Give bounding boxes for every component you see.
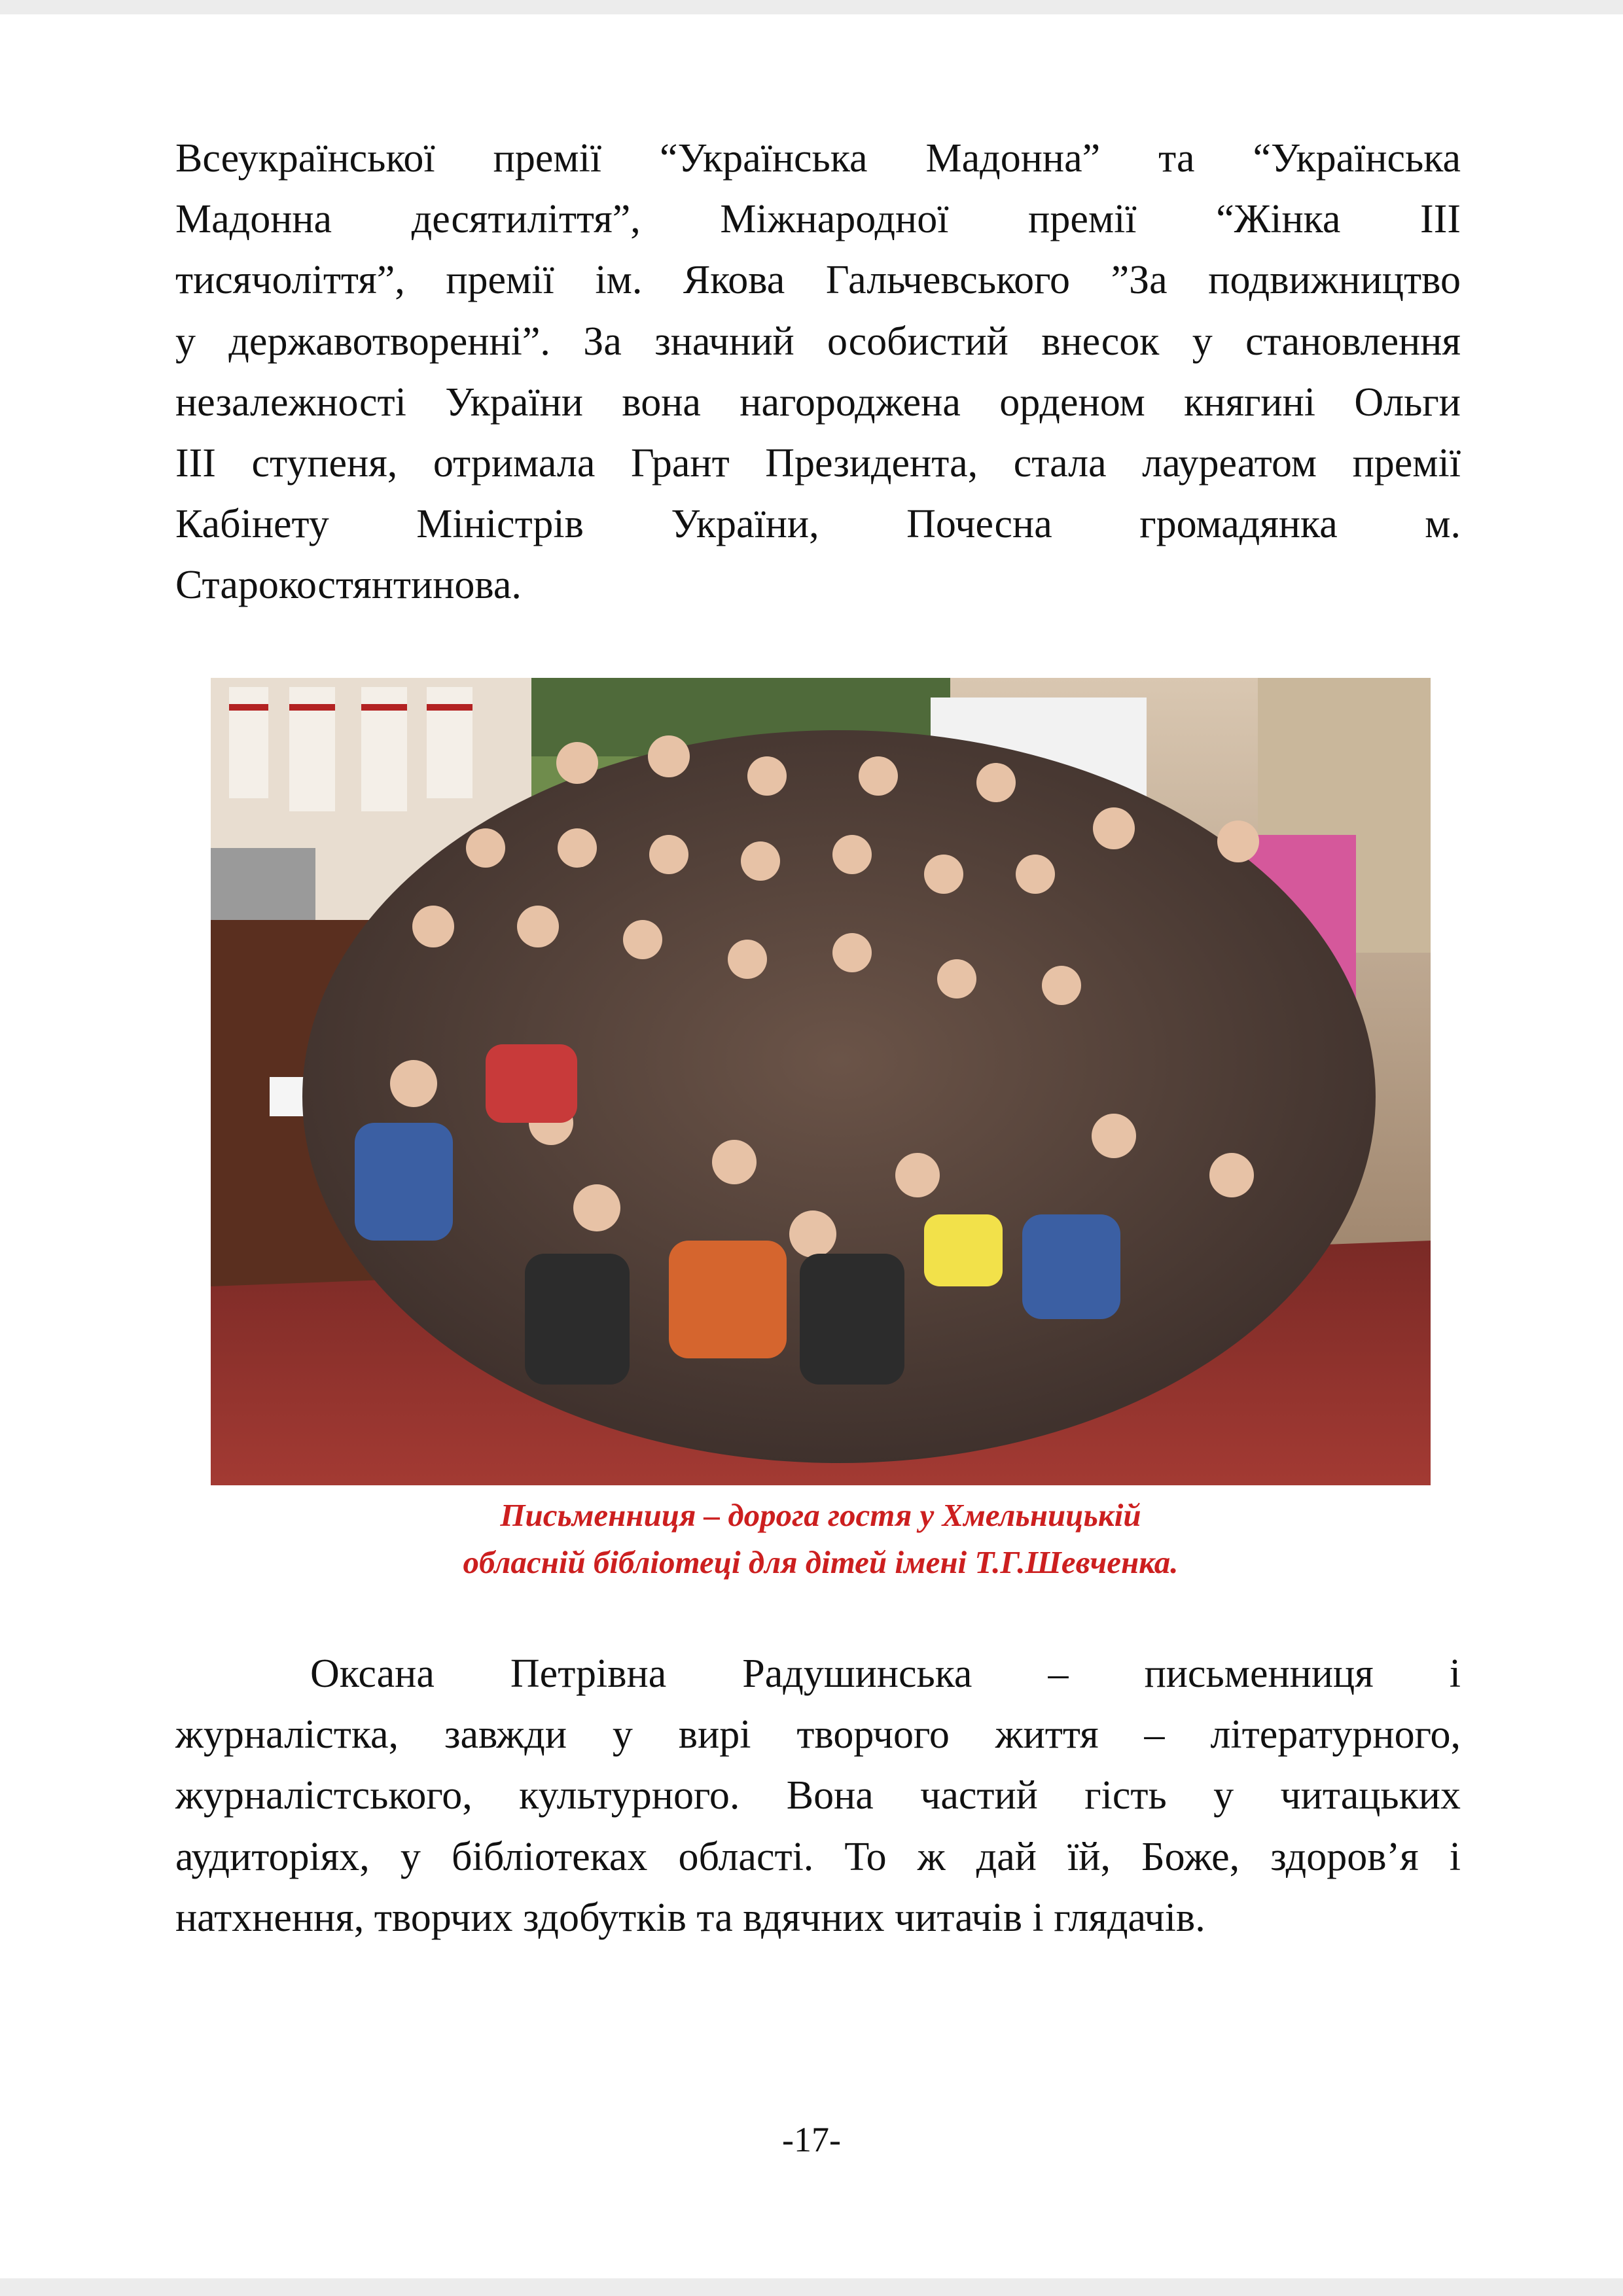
text-line: Всеукраїнської премії “Українська Мадонна” та “Українська: [175, 136, 1461, 181]
text-line: Старокостянтинова.: [175, 563, 522, 608]
text-line: тисячоліття”, премії ім. Якова Гальчевського ”За подвижництво: [175, 258, 1461, 303]
caption-line: обласній бібліотеці для дітей імені Т.Г.Шевченка.: [463, 1544, 1179, 1580]
document-page: [0, 14, 1623, 2278]
text-line: журналістка, завжди у вирі творчого життя – літературного,: [175, 1712, 1461, 1757]
text-line: аудиторіях, у бібліотеках області. То ж дай їй, Боже, здоров’я і: [175, 1834, 1461, 1879]
text-line: ІІІ ступеня, отримала Грант Президента, стала лауреатом премії: [175, 441, 1461, 486]
text-line: незалежності України вона нагороджена орденом княгині Ольги: [175, 380, 1461, 425]
text-line: у державотворенні”. За значний особистий внесок у становлення: [175, 319, 1461, 364]
paragraph-awards: [175, 128, 1461, 616]
caption-line: Письменниця – дорога гостя у Хмельницькій: [500, 1497, 1141, 1533]
text-line: натхнення, творчих здобутків та вдячних читачів і глядачів.: [175, 1895, 1205, 1940]
group-photo: [211, 678, 1431, 1485]
text-line: Мадонна десятиліття”, Міжнародної премії “Жінка ІІІ: [175, 197, 1461, 242]
page-number: -17-: [782, 2120, 841, 2159]
text-line: Кабінету Міністрів України, Почесна громадянка м.: [175, 502, 1461, 547]
group-photo-image: [211, 678, 1431, 1485]
text-line: Оксана Петрівна Радушинська – письменниця і: [310, 1651, 1461, 1696]
photo-caption: [211, 1492, 1431, 1586]
text-line: журналістського, культурного. Вона частий гість у читацьких: [175, 1773, 1461, 1818]
paragraph-biography: [175, 1644, 1461, 1949]
